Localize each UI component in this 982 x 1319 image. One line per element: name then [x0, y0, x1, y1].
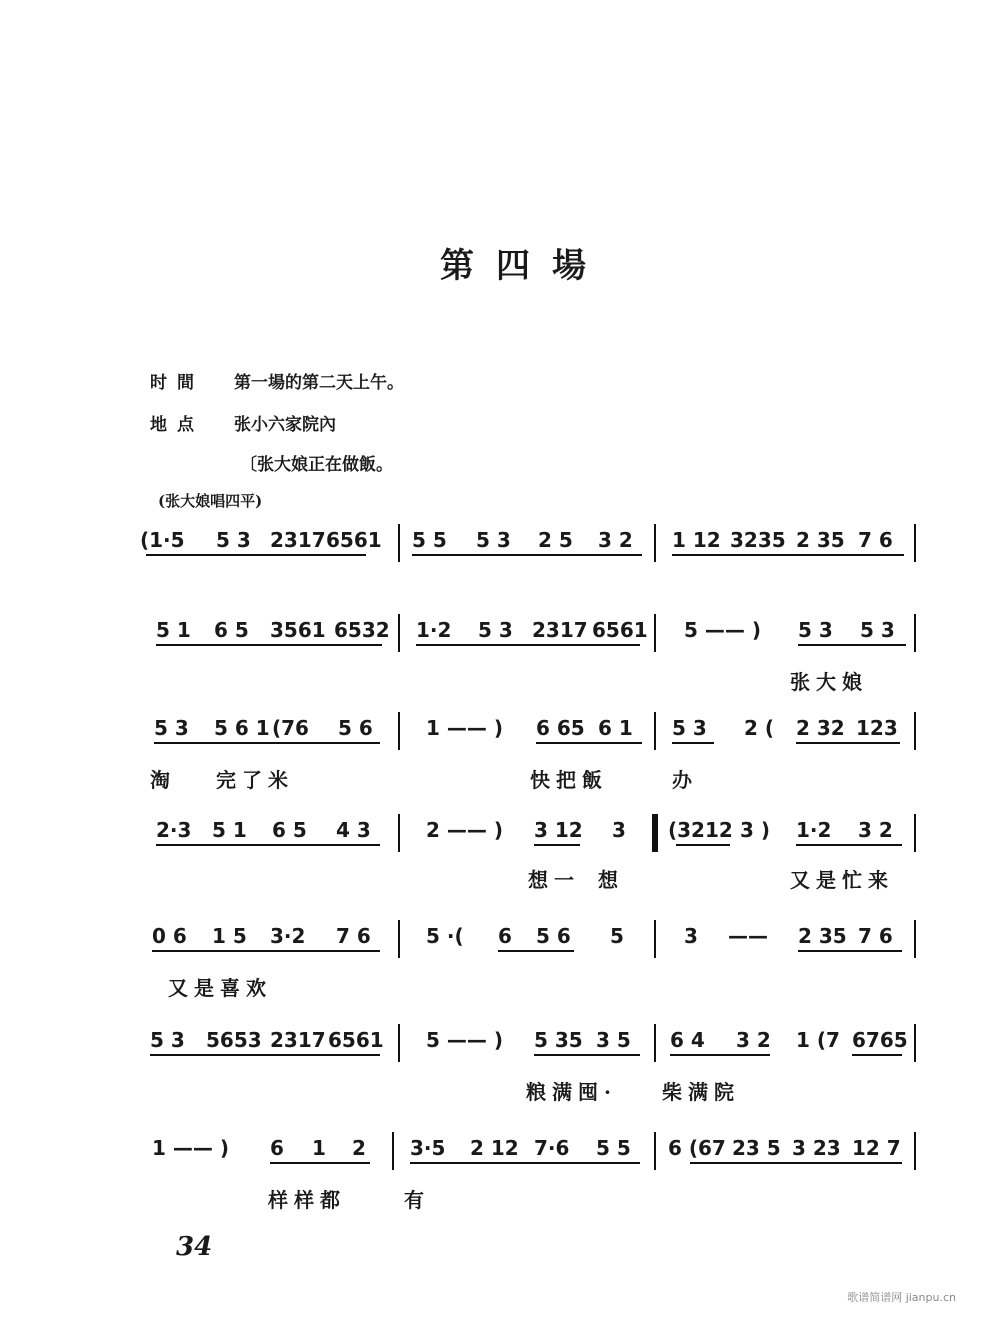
bar-line: [914, 712, 916, 750]
note-group: 5 35: [534, 1028, 583, 1052]
note-group: (3212: [668, 818, 733, 842]
note-group: 6: [498, 924, 512, 948]
note-group: 23 5: [732, 1136, 781, 1160]
note-group: 7 6: [336, 924, 371, 948]
beam-line: [670, 1054, 770, 1056]
beam-line: [270, 1162, 370, 1164]
repeat-bar-line: [652, 814, 658, 852]
lyric: 想: [598, 868, 624, 892]
note-group: 5 5: [412, 528, 447, 552]
note-group: 7 6: [858, 924, 893, 948]
beam-line: [534, 844, 580, 846]
note-group: 5 5: [596, 1136, 631, 1160]
note-group: 2 —— ): [426, 818, 503, 842]
note-group: 12 7: [852, 1136, 901, 1160]
note-group: 3 2: [736, 1028, 771, 1052]
note-group: 3: [684, 924, 698, 948]
score-system-5: [0, 920, 982, 1010]
beam-line: [146, 554, 366, 556]
lyric: 粮满囤·: [526, 1080, 617, 1104]
beam-line: [676, 844, 730, 846]
time-label: 时間: [150, 373, 204, 393]
watermark: 歌谱简谱网 jianpu.cn: [847, 1291, 956, 1304]
note-group: 3235: [730, 528, 786, 552]
note-group: 3: [612, 818, 626, 842]
note-group: 5 1: [212, 818, 247, 842]
bar-line: [914, 614, 916, 652]
score-system-3: [0, 712, 982, 802]
bar-line: [398, 814, 400, 852]
bar-line: [654, 614, 656, 652]
beam-line: [534, 1054, 640, 1056]
note-group: 5653: [206, 1028, 262, 1052]
score-system-7: [0, 1132, 982, 1222]
note-group: 6 5: [214, 618, 249, 642]
note-group: 2317: [270, 528, 326, 552]
note-group: 6 4: [670, 1028, 705, 1052]
note-group: 5 6: [338, 716, 373, 740]
beam-line: [154, 742, 380, 744]
score-system-2: [0, 612, 982, 702]
stage-direction: 〔张大娘正在做飯。: [240, 455, 393, 475]
note-group: 5 3: [798, 618, 833, 642]
note-group: 6765: [852, 1028, 908, 1052]
bar-line: [654, 1132, 656, 1170]
note-group: 3 12: [534, 818, 583, 842]
note-group: 1 —— ): [152, 1136, 229, 1160]
note-group: 5 —— ): [426, 1028, 503, 1052]
beam-line: [498, 950, 574, 952]
lyric: 完了米: [216, 768, 294, 792]
bar-line: [398, 524, 400, 562]
bar-line: [914, 1024, 916, 1062]
singer-label: (张大娘唱四平): [158, 492, 263, 510]
note-group: 6532: [334, 618, 390, 642]
note-group: 2 5: [538, 528, 573, 552]
note-group: 3 5: [596, 1028, 631, 1052]
place-label: 地点: [150, 415, 204, 435]
page-number: 34: [176, 1232, 213, 1262]
note-group: 2·3: [156, 818, 192, 842]
note-group: ——: [728, 924, 768, 948]
note-group: 7·6: [534, 1136, 570, 1160]
note-group: (76: [272, 716, 309, 740]
lyric: 想一: [528, 868, 580, 892]
beam-line: [796, 742, 900, 744]
note-group: 1·2: [796, 818, 832, 842]
note-group: 5 3: [154, 716, 189, 740]
bar-line: [398, 614, 400, 652]
beam-line: [798, 950, 902, 952]
bar-line: [654, 1024, 656, 1062]
note-group: 5 3: [216, 528, 251, 552]
bar-line: [392, 1132, 394, 1170]
beam-line: [672, 554, 904, 556]
lyric: 样样都: [268, 1188, 346, 1212]
bar-line: [914, 524, 916, 562]
place-text: 张小六家院內: [234, 415, 336, 435]
note-group: 5 3: [150, 1028, 185, 1052]
note-group: 5 —— ): [684, 618, 761, 642]
beam-line: [672, 742, 714, 744]
note-group: 3·5: [410, 1136, 446, 1160]
lyric: 张大娘: [790, 670, 868, 694]
note-group: 123: [856, 716, 898, 740]
note-group: 2317: [270, 1028, 326, 1052]
bar-line: [398, 712, 400, 750]
note-group: 6561: [592, 618, 648, 642]
page-title: 第四場: [440, 246, 608, 286]
beam-line: [150, 1054, 380, 1056]
note-group: 3 2: [598, 528, 633, 552]
bar-line: [914, 814, 916, 852]
note-group: 1 5: [212, 924, 247, 948]
beam-line: [156, 844, 380, 846]
note-group: 2 35: [798, 924, 847, 948]
note-group: 1: [312, 1136, 326, 1160]
note-group: 5 3: [672, 716, 707, 740]
note-group: 5 ·(: [426, 924, 464, 948]
bar-line: [398, 920, 400, 958]
lyric: 有: [404, 1188, 430, 1212]
beam-line: [416, 644, 640, 646]
score-system-4: [0, 814, 982, 904]
note-group: 2317: [532, 618, 588, 642]
note-group: 5 3: [476, 528, 511, 552]
note-group: 6 1: [598, 716, 633, 740]
beam-line: [852, 1054, 902, 1056]
beam-line: [410, 1162, 640, 1164]
note-group: 3 23: [792, 1136, 841, 1160]
beam-line: [798, 644, 906, 646]
lyric: 又是忙来: [790, 868, 894, 892]
note-group: 3 2: [858, 818, 893, 842]
note-group: 5: [610, 924, 624, 948]
note-group: 3 ): [740, 818, 771, 842]
lyric: 柴满院: [662, 1080, 740, 1104]
note-group: 5 6: [536, 924, 571, 948]
bar-line: [654, 524, 656, 562]
lyric: 又是喜欢: [168, 976, 272, 1000]
note-group: 1 (7: [796, 1028, 840, 1052]
note-group: 5 6 1: [214, 716, 270, 740]
lyric: 快把飯: [530, 768, 608, 792]
bar-line: [654, 920, 656, 958]
beam-line: [690, 1162, 902, 1164]
score-system-6: [0, 1022, 982, 1112]
note-group: 2 (: [744, 716, 775, 740]
beam-line: [152, 950, 380, 952]
note-group: 5 1: [156, 618, 191, 642]
note-group: 6 (67: [668, 1136, 726, 1160]
note-group: 6561: [326, 528, 382, 552]
bar-line: [654, 712, 656, 750]
note-group: 3·2: [270, 924, 306, 948]
note-group: 1·2: [416, 618, 452, 642]
time-text: 第一場的第二天上午。: [234, 373, 404, 393]
note-group: 0 6: [152, 924, 187, 948]
lyric: 办: [672, 768, 698, 792]
note-group: 4 3: [336, 818, 371, 842]
note-group: 5 3: [478, 618, 513, 642]
note-group: 1 —— ): [426, 716, 503, 740]
note-group: 7 6: [858, 528, 893, 552]
note-group: 6 5: [272, 818, 307, 842]
note-group: 6: [270, 1136, 284, 1160]
note-group: 6 65: [536, 716, 585, 740]
beam-line: [412, 554, 642, 556]
bar-line: [914, 920, 916, 958]
note-group: 2 32: [796, 716, 845, 740]
beam-line: [796, 844, 902, 846]
lyric: 淘: [150, 768, 176, 792]
beam-line: [156, 644, 382, 646]
beam-line: [536, 742, 642, 744]
score-system-1: [0, 522, 982, 612]
bar-line: [398, 1024, 400, 1062]
note-group: 3561: [270, 618, 326, 642]
note-group: 5 3: [860, 618, 895, 642]
note-group: (1·5: [140, 528, 185, 552]
note-group: 1 12: [672, 528, 721, 552]
bar-line: [914, 1132, 916, 1170]
note-group: 2 12: [470, 1136, 519, 1160]
note-group: 2 35: [796, 528, 845, 552]
note-group: 6561: [328, 1028, 384, 1052]
note-group: 2: [352, 1136, 366, 1160]
